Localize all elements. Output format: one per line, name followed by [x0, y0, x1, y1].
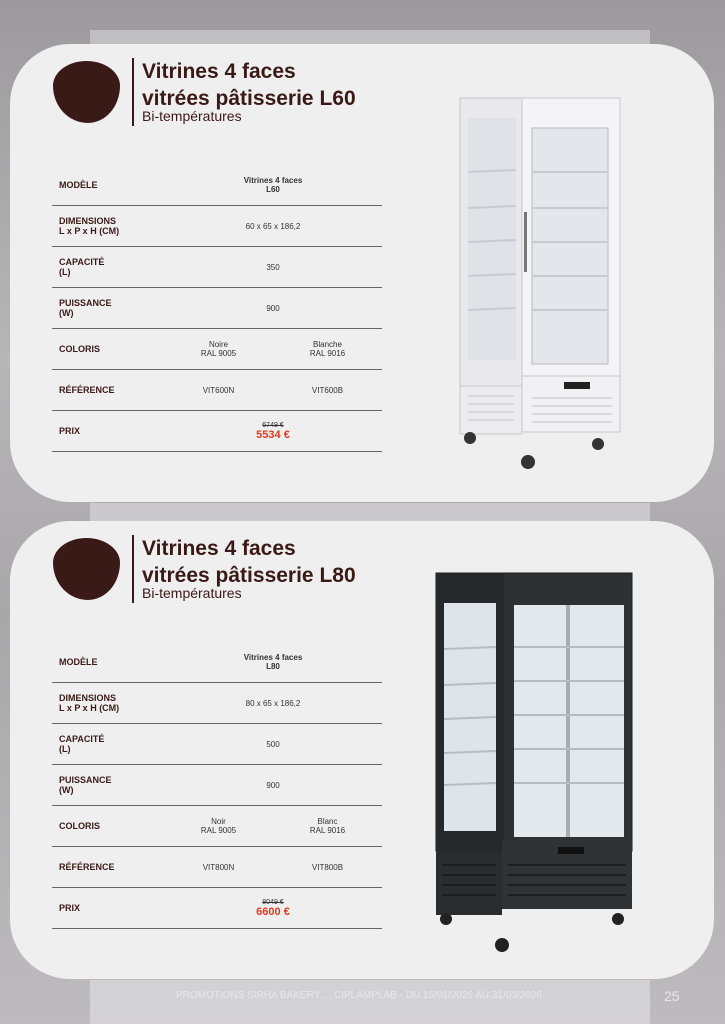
background-fridge-middle [90, 503, 650, 521]
label-line-2: L x P x H (CM) [59, 226, 120, 236]
table-row-prix [52, 411, 382, 452]
row-label [52, 683, 164, 724]
model-line-1: Vitrines 4 faces [243, 176, 303, 185]
table-row-capacite [52, 724, 382, 765]
spec-table [52, 165, 382, 452]
product-card-l60 [10, 44, 714, 502]
new-price: 5534 € [256, 428, 290, 441]
product-title [142, 58, 432, 112]
row-label [52, 247, 164, 288]
title-line-2: vitrées pâtisserie L80 [142, 564, 356, 587]
product-card-l80 [10, 521, 714, 979]
footer-promo-text: PROMOTIONS SIRHA BAKERY ... CIPLAMPLAB - DU 15/01/2026 AU 31/03/2026 [176, 990, 542, 1001]
row-label: MODÈLE [52, 165, 164, 206]
model-value [164, 642, 382, 683]
capacite-value: 350 [164, 247, 382, 288]
row-label [52, 724, 164, 765]
coloris-a [164, 329, 273, 370]
coloris-b-name: Blanche [313, 340, 342, 349]
row-label [52, 765, 164, 806]
model-line-1: Vitrines 4 faces [243, 653, 303, 662]
coloris-a-ral: RAL 9005 [200, 826, 237, 835]
label-line-2: L x P x H (CM) [59, 703, 120, 713]
table-row-dimensions [52, 206, 382, 247]
reference-a: VIT600N [164, 370, 273, 411]
label-line-1: PUISSANCE [59, 298, 112, 308]
table-row-coloris [52, 329, 382, 370]
model-line-2: L60 [266, 185, 280, 194]
table-row-reference [52, 370, 382, 411]
label-line-2: (W) [59, 785, 74, 795]
coloris-b [273, 806, 382, 847]
puissance-value: 900 [164, 288, 382, 329]
reference-b: VIT800B [273, 847, 382, 888]
label-line-1: PUISSANCE [59, 775, 112, 785]
price-cell [164, 888, 382, 929]
product-subtitle: Bi-températures [142, 585, 242, 601]
label-line-1: CAPACITÉ [59, 734, 105, 744]
row-label: COLORIS [52, 329, 164, 370]
title-line-2: vitrées pâtisserie L60 [142, 87, 356, 110]
table-row-modele [52, 165, 382, 206]
table-row-prix [52, 888, 382, 929]
row-label: PRIX [52, 888, 164, 929]
table-row-puissance [52, 288, 382, 329]
brand-blob-icon [53, 538, 120, 600]
title-divider [132, 58, 134, 126]
puissance-value: 900 [164, 765, 382, 806]
model-line-2: L80 [266, 662, 280, 671]
row-label: MODÈLE [52, 642, 164, 683]
dimensions-value: 60 x 65 x 186,2 [164, 206, 382, 247]
new-price: 6600 € [256, 905, 290, 918]
black-display-fridge-image [428, 569, 638, 954]
page-number: 25 [664, 988, 680, 1004]
coloris-b-name: Blanc [317, 817, 338, 826]
table-row-reference [52, 847, 382, 888]
title-line-1: Vitrines 4 faces [142, 537, 296, 560]
coloris-b-ral: RAL 9016 [309, 826, 346, 835]
table-row-puissance [52, 765, 382, 806]
brand-blob-icon [53, 61, 120, 123]
reference-b: VIT600B [273, 370, 382, 411]
label-line-1: DIMENSIONS [59, 693, 117, 703]
table-row-capacite [52, 247, 382, 288]
coloris-b [273, 329, 382, 370]
label-line-2: (W) [59, 308, 74, 318]
label-line-1: DIMENSIONS [59, 216, 117, 226]
row-label: COLORIS [52, 806, 164, 847]
background-fridge-bottom [90, 980, 650, 1024]
row-label [52, 288, 164, 329]
coloris-a-name: Noire [208, 340, 229, 349]
row-label: RÉFÉRENCE [52, 847, 164, 888]
dimensions-value: 80 x 65 x 186,2 [164, 683, 382, 724]
coloris-a-name: Noir [211, 817, 226, 826]
table-row-modele [52, 642, 382, 683]
coloris-a [164, 806, 273, 847]
table-row-dimensions [52, 683, 382, 724]
price-cell [164, 411, 382, 452]
title-divider [132, 535, 134, 603]
old-price: 6749 € [262, 421, 284, 429]
label-line-1: CAPACITÉ [59, 257, 105, 267]
label-line-2: (L) [59, 744, 71, 754]
reference-a: VIT800N [164, 847, 273, 888]
row-label [52, 206, 164, 247]
white-display-fridge-image [448, 92, 628, 472]
title-line-1: Vitrines 4 faces [142, 60, 296, 83]
product-title [142, 535, 432, 589]
label-line-2: (L) [59, 267, 71, 277]
capacite-value: 500 [164, 724, 382, 765]
model-value [164, 165, 382, 206]
spec-table [52, 642, 382, 929]
old-price: 8049 € [262, 898, 284, 906]
row-label: PRIX [52, 411, 164, 452]
row-label: RÉFÉRENCE [52, 370, 164, 411]
table-row-coloris [52, 806, 382, 847]
coloris-a-ral: RAL 9005 [200, 349, 237, 358]
product-subtitle: Bi-températures [142, 108, 242, 124]
coloris-b-ral: RAL 9016 [309, 349, 346, 358]
